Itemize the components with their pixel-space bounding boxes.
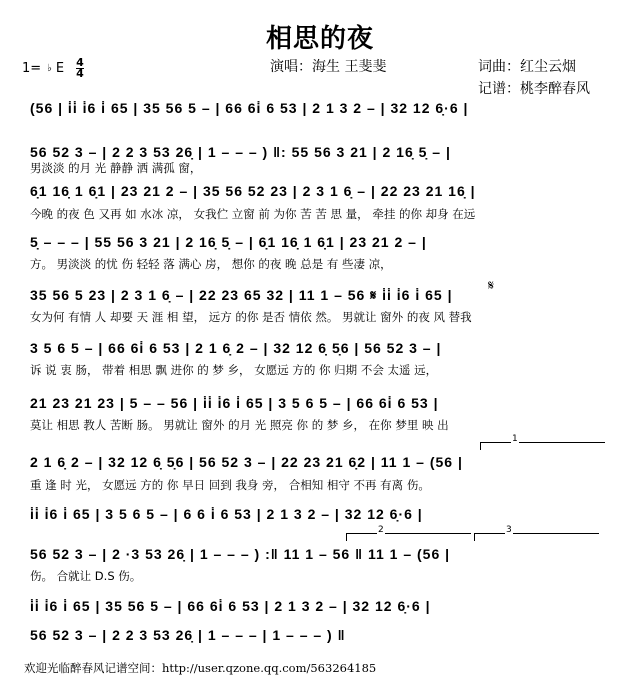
- song-title: 相思的夜: [265, 24, 374, 54]
- score-line-3: 6̣1 16̣ 1 6̣1 | 23 21 2 – | 35 56 52 23 | 2 3 1 6̣ – | 22 23 21 16̣ |: [30, 183, 476, 199]
- lyrics-line-6: 诉 说 衷 肠， 带着 相思 飘 进你 的 梦 乡， 女愿远 方的 你 归期 不会 太遥 远，: [30, 363, 438, 377]
- lyrics-line-10: 伤。 合就让 D.S 伤。: [30, 569, 142, 583]
- volta-bracket-1: 1: [480, 442, 605, 450]
- lyrics-line-4: 方。 男淡淡 的忧 伤 轻轻 落 满心 房， 想你 的夜 晚 总是 有 些凄 凉，: [30, 257, 392, 271]
- score-line-11: i̇i̇ i̇6 i̇ 65 | 35 56 5 – | 66 6i̇ 6 53 | 2 1 3 2 – | 32 12 6̣·6 |: [30, 598, 431, 614]
- footer-credit: 欢迎光临醉春风记谱空间：http://user.qzone.qq.com/563264185: [24, 661, 377, 675]
- score-line-12: 56 52 3 – | 2 2 3 53 26̣ | 1 – – – | 1 – – – ) ‖: [30, 627, 346, 643]
- score-line-6: 3 5 6 5 – | 66 6i̇ 6 53 | 2 1 6̣ 2 – | 32 12 6̣ 5̣6 | 56 52 3 – |: [30, 340, 442, 356]
- score-line-9: i̇i̇ i̇6 i̇ 65 | 3 5 6 5 – | 6 6 i̇ 6 53 | 2 1 3 2 – | 32 12 6̣·6 |: [30, 506, 423, 522]
- key-signature: [22, 58, 84, 79]
- volta-bracket-3: 3: [474, 533, 599, 541]
- singer-credit: 演唱：海生 王斐斐: [270, 59, 387, 75]
- score-line-8: 2 1 6̣ 2 – | 32 12 6̣ 5̣6 | 56 52 3 – | 22 23 21 6̣2 | 11 1 – (56 |: [30, 454, 463, 470]
- score-line-1: (56 | i̇i̇ i̇6 i̇ 65 | 35 56 5 – | 66 6i̇ 6 53 | 2 1 3 2 – | 32 12 6̣·6 |: [30, 100, 469, 116]
- volta-bracket-2: 2: [346, 533, 471, 541]
- segno-icon: 𝄋: [488, 278, 495, 294]
- transcriber-credit: 记谱：桃李醉春风: [478, 81, 590, 97]
- score-line-10: 56 52 3 – | 2 ·3 53 26̣ | 1 – – – ) :‖ 11 1 – 56 ‖ 11 1 – (56 |: [30, 546, 451, 562]
- score-line-4: 5̣ – – – | 55 56 3 21 | 2 16̣ 5̣ – | 6̣1 16̣ 1 6̣1 | 23 21 2 – |: [30, 234, 427, 250]
- lyrics-line-8: 重 逢 时 光， 女愿远 方的 你 早日 回到 我身 旁， 合相知 相守 不再 有离 伤。: [30, 478, 430, 492]
- lyrics-line-7: 莫让 相思 教人 苦断 肠。 男就让 窗外 的月 光 照亮 你 的 梦 乡， 在你 梦里 映 出: [30, 418, 449, 432]
- composer-credit: 词曲：红尘云烟: [478, 59, 576, 75]
- lyrics-line-3: 今晚 的夜 色 又再 如 水冰 凉， 女我伫 立窗 前 为你 苦 苦 思 量， 牵挂 的你 却身 在远: [30, 207, 476, 221]
- key-label: 1=: [22, 61, 42, 76]
- flat-icon: ♭: [47, 63, 52, 74]
- score-line-2: 56 52 3 – | 2 2 3 53 26̣ | 1 – – – ) ‖: 55 56 3 21 | 2 16̣ 5̣ – |: [30, 144, 451, 160]
- time-signature: 4 4: [76, 56, 84, 80]
- lyrics-line-2: 男淡淡 的月 光 静静 洒 满孤 窗，: [30, 161, 202, 175]
- score-line-7: 21 23 21 23 | 5 – – 56 | i̇i̇ i̇6 i̇ 65 | 3 5 6 5 – | 66 6i̇ 6 53 |: [30, 395, 439, 411]
- score-line-5: 35 56 5 23 | 2 3 1 6̣ – | 22 23 65 32 | 11 1 – 56 𝄋 i̇i̇ i̇6 i̇ 65 |: [30, 287, 453, 303]
- lyrics-line-5: 女为何 有情 人 却要 天 涯 相 望， 远方 的你 是否 情依 然。 男就让 窗外 的夜 风 替我: [30, 310, 472, 324]
- key-note: E: [55, 61, 65, 76]
